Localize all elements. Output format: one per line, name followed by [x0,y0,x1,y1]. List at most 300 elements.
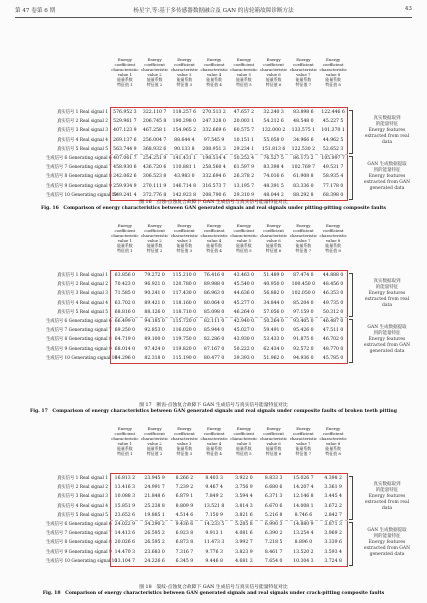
table-cell: 50.312 0 [322,309,344,315]
table-cell: 133.575 1 [291,128,316,134]
table-cell: 59.491 0 [263,328,284,334]
table-cell: 372.776 8 [142,192,167,198]
table-cell: 8.833 3 [264,476,283,481]
table-cell: 57.056 0 [263,309,284,315]
table-cell: 61.597 9 [233,165,255,171]
table-cell: 86.963 0 [203,291,225,297]
header-en-line: characteristic [200,435,228,441]
table-cell: 332.694 6 [202,174,226,180]
table-cell: 46.487 0 [322,318,344,324]
table-cell: 332.669 6 [202,128,226,134]
caption-en: Fig. 18 Comparison of energy characteristics between GAN generated signals and real signals under crack-pitting composite faults [42,591,385,596]
table-cell: 154.965 2 [172,128,197,134]
caption-zh: 图 17 断齿-点蚀复合故障下 GAN 生成信号与真实信号能量特征对比 [139,403,288,408]
header-en-line: coefficient [233,61,255,67]
column-header [170,427,200,466]
table-cell: 91.875 0 [293,337,314,343]
header-en-line: characteristic [319,232,347,238]
table-cell: 8.461 7 [264,549,283,555]
header-zh-line: 特征值 3 [176,247,193,253]
table-cell: 47.657 2 [233,110,255,115]
table-cell: 407.123 9 [113,128,137,134]
header-en-line: characteristic [140,435,169,441]
table-cell: 3.922 0 [235,476,253,481]
header-en-line: coefficient [263,61,284,67]
table-cell: 21.848 6 [144,494,165,500]
table-cell: 42.940 0 [233,318,255,324]
table-cell: 8.403 3 [205,476,223,481]
table-cell: 48.770 0 [322,346,344,352]
page-header [15,6,412,16]
annotation-en-line: data [381,303,393,308]
table-cell: 102.050 0 [291,291,316,297]
header-en-line: characteristic [230,66,258,72]
row-label: 生成信号 8 Generating signal 8 [46,540,112,546]
table-cell: 56.882 0 [263,291,284,297]
table-cell: 116.020 0 [172,328,197,334]
header-en-line: Energy [207,426,222,431]
column-header [199,224,229,263]
table-cell: 100.450 0 [291,282,316,288]
header-en-line: Energy [326,223,341,228]
row-label: 生成信号 8 Generating signal 8 [46,174,112,180]
header-en-line: Energy [236,57,251,62]
column-header [259,427,289,466]
table-cell: 43.463 0 [233,273,255,278]
figure-17-caption [15,402,412,415]
table-cell: 24.991 7 [144,485,165,491]
table-cell: 10.088 3 [114,494,136,500]
table-cell: 66.499 0 [114,318,136,324]
row-label: 真实信号 2 Real signal 2 [57,485,108,491]
table-cell: 4.514 6 [175,512,194,518]
header-zh-line: 能量系数 [117,76,133,82]
table-cell: 29.234 1 [233,146,255,152]
header-zh-line: 特征值 1 [117,450,133,456]
real-data-annotation [352,116,422,146]
table-cell: 6.390 2 [264,531,283,537]
table-cell: 74.016 6 [263,174,284,180]
column-header [140,224,170,263]
table-cell: 6.680 6 [264,485,283,491]
header-en-line: coefficient [144,227,165,233]
table-cell: 6.371 3 [264,494,283,500]
header-en-line: value 4 [206,440,222,446]
table-cell: 15.026 7 [293,476,314,481]
table-cell: 83.898 6 [293,110,314,115]
header-zh-line: 特征值 5 [236,81,252,87]
header-en-line: characteristic [140,66,169,72]
table-cell: 82.111 0 [203,318,225,324]
table-cell: 34.290 2 [144,521,165,527]
header-en-line: characteristic [170,66,199,72]
table-cell: 14.470 3 [114,549,136,555]
table-cell: 54.212 6 [263,119,284,125]
table-cell: 69.250 0 [114,328,136,334]
annotation-zh-line: 的能量特征 [375,488,399,493]
annotation-en-line: Energy features [368,494,406,499]
header-en-line: characteristic [170,232,199,238]
header-en-line: coefficient [114,430,136,436]
table-cell: 122.446 6 [321,110,345,115]
table-cell: 368.932 6 [142,146,167,152]
table-cell: 101.370 1 [321,128,345,134]
table-cell: 46.702 0 [322,337,344,343]
table-cell: 80.064 0 [203,300,225,306]
table-cell: 5.285 8 [235,521,253,527]
table-cell: 44.888 0 [322,273,344,278]
figure-16-table [46,58,348,198]
table-cell: 118.710 0 [172,309,197,315]
header-en-line: value 6 [266,440,281,446]
annotation-en-line: Energy features [368,128,406,133]
header-en-line: characteristic [289,435,318,441]
table-cell: 3.361 9 [324,485,342,491]
header-en-line: characteristic [319,66,347,72]
column-header [229,427,259,466]
table-cell: 13.520 2 [293,549,314,555]
table-cell: 90.241 0 [144,291,165,297]
table-cell: 88.644 4 [174,137,195,143]
annotation-en-line: extracted from real [364,134,410,139]
row-label: 真实信号 4 Real signal 4 [57,503,108,509]
header-en-line: value 1 [117,440,133,446]
table-cell: 6.670 6 [264,503,283,509]
table-cell: 13.104 7 [114,558,136,564]
header-en-line: value 1 [117,237,133,243]
annotation-en-line: Energy features [368,337,406,342]
annotation-en-line: extracted from GAN [363,546,411,551]
real-data-annotation [352,279,422,309]
real-generated-divider [110,154,348,155]
table-cell: 49.531 7 [322,165,344,171]
table-cell: 119.750 0 [172,337,197,343]
header-zh-line: 能量系数 [265,76,282,82]
table-cell: 19.885 1 [144,512,165,518]
header-zh-line: 特征值 3 [176,450,193,456]
header-en-line: coefficient [203,227,225,233]
figure-16-caption [15,199,412,212]
table-cell: 45.785 0 [322,355,344,361]
table-cell: 52.652 3 [322,146,344,152]
header-zh-line: 特征值 4 [206,81,222,87]
row-label: 真实信号 4 Real signal 4 [57,137,108,143]
caption-zh: 图 16 点蚀-点蚀复合故障下 GAN 生成信号与真实信号能量特征对比 [139,200,288,205]
header-en-line: Energy [296,223,311,228]
real-data-annotation [352,482,422,512]
table-cell: 9.467 4 [205,485,223,491]
table-cell: 85.944 0 [203,328,225,334]
row-label: 生成信号 9 Generating signal 9 [46,346,112,352]
table-cell: 436.720 6 [142,165,167,171]
table-cell: 10.151 1 [233,137,255,143]
header-en-line: Energy [117,223,132,228]
table-cell: 87.474 0 [293,273,314,278]
row-label: 真实信号 1 Real signal 1 [57,273,108,278]
table-cell: 95.426 0 [293,328,314,334]
column-header [229,58,259,97]
row-label: 生成信号 7 Generating signal 7 [46,165,112,171]
column-header [140,427,170,466]
table-cell: 458.930 6 [113,165,137,171]
table-cell: 146.714 8 [172,183,197,189]
table-cell: 247.328 0 [202,119,226,125]
annotation-en-line: extracted from GAN [363,180,411,185]
column-headers [110,427,348,466]
annotation-zh-line: 的能量特征 [375,122,399,127]
header-en-line: Energy [236,223,251,228]
table-cell: 44.636 0 [233,291,255,297]
annotation-zh-line: 的能量特征 [375,285,399,290]
annotation-zh-line: 真实数据取到 [373,482,401,487]
table-cell: 3.821 6 [235,512,253,518]
table-cell: 46.264 0 [233,309,255,315]
table-cell: 122.530 2 [291,146,316,152]
table-cell: 322.110 7 [142,110,167,115]
header-en-line: Energy [326,426,341,431]
annotation-en-line: extracted from GAN [363,343,411,348]
header-zh-line: 特征值 6 [265,247,282,253]
row-label: 生成信号 9 Generating signal 9 [46,183,112,189]
table-cell: 94.936 0 [293,355,314,361]
column-header [289,427,319,466]
table-cell: 29.310 9 [233,192,255,198]
caption-en: Fig. 17 Comparison of energy characteristics between GAN generated signals and real signals under composite faults of broken teeth pitting [30,409,397,414]
table-cell: 190.298 0 [172,119,197,125]
table-cell: 64.296 0 [114,355,136,361]
table-cell: 7.849 2 [205,494,223,500]
table-cell: 85.204 0 [293,300,314,306]
header-zh-line: 特征值 6 [265,450,282,456]
table-cell: 26.378 2 [233,174,255,180]
header-zh-line: 能量系数 [325,76,341,82]
table-cell: 39.393 0 [233,355,255,361]
column-header [170,58,200,97]
table-cell: 80.477 0 [203,355,225,361]
table-cell: 20.003 1 [233,119,255,125]
header-en-line: characteristic [140,232,169,238]
header-zh-line: 特征值 8 [325,81,341,87]
header-en-line: characteristic [259,232,288,238]
table-cell: 49.735 0 [322,300,344,306]
table-cell: 576.952 3 [113,110,137,115]
header-en-line: Energy [117,426,132,431]
header-zh-line: 特征值 4 [206,450,222,456]
header-en-line: value 3 [177,440,192,446]
table-cell: 7.218 5 [264,540,283,546]
column-header [289,58,319,97]
table-cell: 3.593 4 [324,549,342,555]
header-en-line: value 2 [147,237,162,243]
table-cell: 242.062 6 [113,174,137,180]
annotation-zh-line: GAN 生成数据提取 [367,325,407,330]
table-cell: 63.702 0 [114,300,136,306]
header-zh-line: 能量系数 [295,445,312,451]
header-en-line: value 8 [325,71,341,77]
header-zh-line: 能量系数 [206,445,222,451]
header-en-line: characteristic [289,66,318,72]
header-en-line: Energy [177,223,192,228]
header-zh-line: 特征值 5 [236,247,252,253]
table-cell: 40.950 0 [263,282,284,288]
header-en-line: coefficient [203,430,225,436]
table-cell: 25.238 8 [144,503,165,509]
table-cell: 89.988 0 [203,282,225,288]
header-zh-line: 特征值 1 [117,81,133,87]
table-cell: 60.575 7 [233,128,255,134]
header-zh-line: 能量系数 [146,242,163,248]
header-en-line: coefficient [322,227,344,233]
table-cell: 256.004 7 [142,137,167,143]
row-label: 生成信号 10 Generating signal 10 [46,558,118,564]
header-en-line: Energy [207,223,222,228]
row-label: 真实信号 2 Real signal 2 [57,119,108,125]
generated-data-annotation [352,528,422,558]
header-en-line: Energy [266,426,281,431]
table-cell: 7.239 2 [175,485,194,491]
header-en-line: coefficient [174,61,195,67]
header-en-line: characteristic [259,435,288,441]
table-cell: 50.264 0 [263,318,284,324]
header-en-line: characteristic [230,232,258,238]
header-en-line: Energy [147,223,162,228]
table-cell: 120.780 0 [172,282,197,288]
column-headers [110,224,348,263]
generated-data-annotation [352,325,422,355]
table-cell: 48.391 5 [263,183,284,189]
header-en-line: value 3 [177,71,192,77]
row-label: 真实信号 3 Real signal 3 [57,128,108,134]
header-en-line: characteristic [200,232,228,238]
header-zh-line: 特征值 7 [295,247,312,253]
header-zh-line: 能量系数 [295,76,312,82]
table-cell: 258.560 4 [202,165,226,171]
table-cell: 9.446 8 [205,558,223,564]
column-header [199,58,229,97]
table-cell: 76.416 0 [203,273,225,278]
table-cell: 14.880 9 [293,521,314,527]
table-cell: 9.913 1 [205,531,223,537]
header-en-line: Energy [236,426,251,431]
table-cell: 71.585 0 [114,291,136,297]
table-cell: 47.511 0 [322,328,344,334]
table-cell: 3.594 4 [235,494,253,500]
table-cell: 16.813 2 [114,476,136,481]
header-zh-line: 能量系数 [146,445,163,451]
running-title: 杨星宇,等:基于多传感器数据融合及 GAN 的齿轮箱故障诊断方法 [133,8,294,14]
table-cell: 6.923 8 [175,531,194,537]
table-cell: 51.489 0 [263,273,284,278]
row-label: 真实信号 5 Real signal 5 [57,146,108,152]
header-en-line: Energy [177,426,192,431]
column-header [259,58,289,97]
header-en-line: coefficient [263,430,284,436]
header-en-line: characteristic [259,66,288,72]
table-cell: 3.756 9 [235,485,253,491]
table-cell: 20.026 6 [114,540,136,546]
table-cell: 14.207 4 [293,485,314,491]
table-cell: 13.416 3 [114,485,136,491]
table-cell: 55.058 0 [263,137,284,143]
table-cell: 4.681 3 [235,558,253,564]
header-zh-line: 特征值 2 [146,450,163,456]
row-label: 生成信号 6 Generating signal 6 [46,318,112,324]
column-header [259,224,289,263]
header-en-line: value 4 [206,237,222,243]
real-generated-divider [110,520,348,521]
table-cell: 92.853 0 [144,328,165,334]
table-cell: 3.672 2 [324,503,342,509]
header-en-line: value 8 [325,237,341,243]
annotation-zh-line: GAN 生成数据提取 [367,528,407,533]
annotation-zh-line: 到的能量特征 [373,331,401,336]
row-label: 真实信号 1 Real signal 1 [57,476,108,481]
annotation-en-line: generated data [369,186,405,191]
row-label: 真实信号 3 Real signal 3 [57,494,108,500]
header-en-line: coefficient [293,227,314,233]
header-zh-line: 特征值 7 [295,450,312,456]
table-cell: 142.923 8 [172,192,197,198]
table-cell: 45.277 0 [233,300,255,306]
annotation-zh-line: 真实数据取到 [373,279,401,284]
row-label: 真实信号 5 Real signal 5 [57,512,108,518]
header-en-line: value 2 [147,440,162,446]
row-label: 生成信号 6 Generating signal 6 [46,155,112,161]
table-cell: 63.856 0 [114,273,136,278]
table-cell: 79.272 0 [144,273,165,278]
table-cell: 83.398 4 [263,165,284,171]
header-zh-line: 特征值 6 [265,81,282,87]
header-en-line: value 5 [236,440,252,446]
table-cell: 61.908 8 [293,174,314,180]
header-en-line: Energy [326,57,341,62]
table-cell: 15.851 9 [114,503,136,509]
table-cell: 86.173 2 [293,155,314,161]
column-headers [110,58,348,97]
header-en-line: value 8 [325,440,341,446]
header-en-line: characteristic [111,435,139,441]
table-cell: 62.434 0 [263,346,284,352]
table-cell: 87.167 0 [203,346,225,352]
table-cell: 23.652 6 [114,512,136,518]
table-cell: 115.210 0 [172,273,197,278]
column-header [199,427,229,466]
column-header [229,224,259,263]
annotation-zh-line: 真实数据取到 [373,116,401,121]
column-header [318,58,348,97]
row-label: 生成信号 10 Generating signal 10 [46,192,118,198]
header-en-line: coefficient [114,61,136,67]
header-zh-line: 特征值 7 [295,81,312,87]
column-header [289,224,319,263]
caption-zh: 图 18 裂纹-点蚀复合故障下 GAN 生成信号与真实信号能量特征对比 [139,585,288,590]
annotation-en-line: Energy features [368,291,406,296]
table-cell: 92.572 0 [293,346,314,352]
table-cell: 306.523 8 [142,174,167,180]
table-cell: 94.185 0 [144,318,165,324]
annotation-en-line: data [381,506,393,511]
table-cell: 50.252 4 [233,155,255,161]
table-cell: 467.258 1 [142,128,167,134]
table-cell: 64.719 0 [114,337,136,343]
header-zh-line: 特征值 3 [176,81,193,87]
annotation-en-line: extracted from real [364,297,410,302]
table-cell: 259.934 9 [113,183,137,189]
column-header [170,224,200,263]
row-label: 真实信号 4 Real signal 4 [57,300,108,306]
table-cell: 32.240 3 [263,110,284,115]
table-cell: 93.405 0 [293,318,314,324]
